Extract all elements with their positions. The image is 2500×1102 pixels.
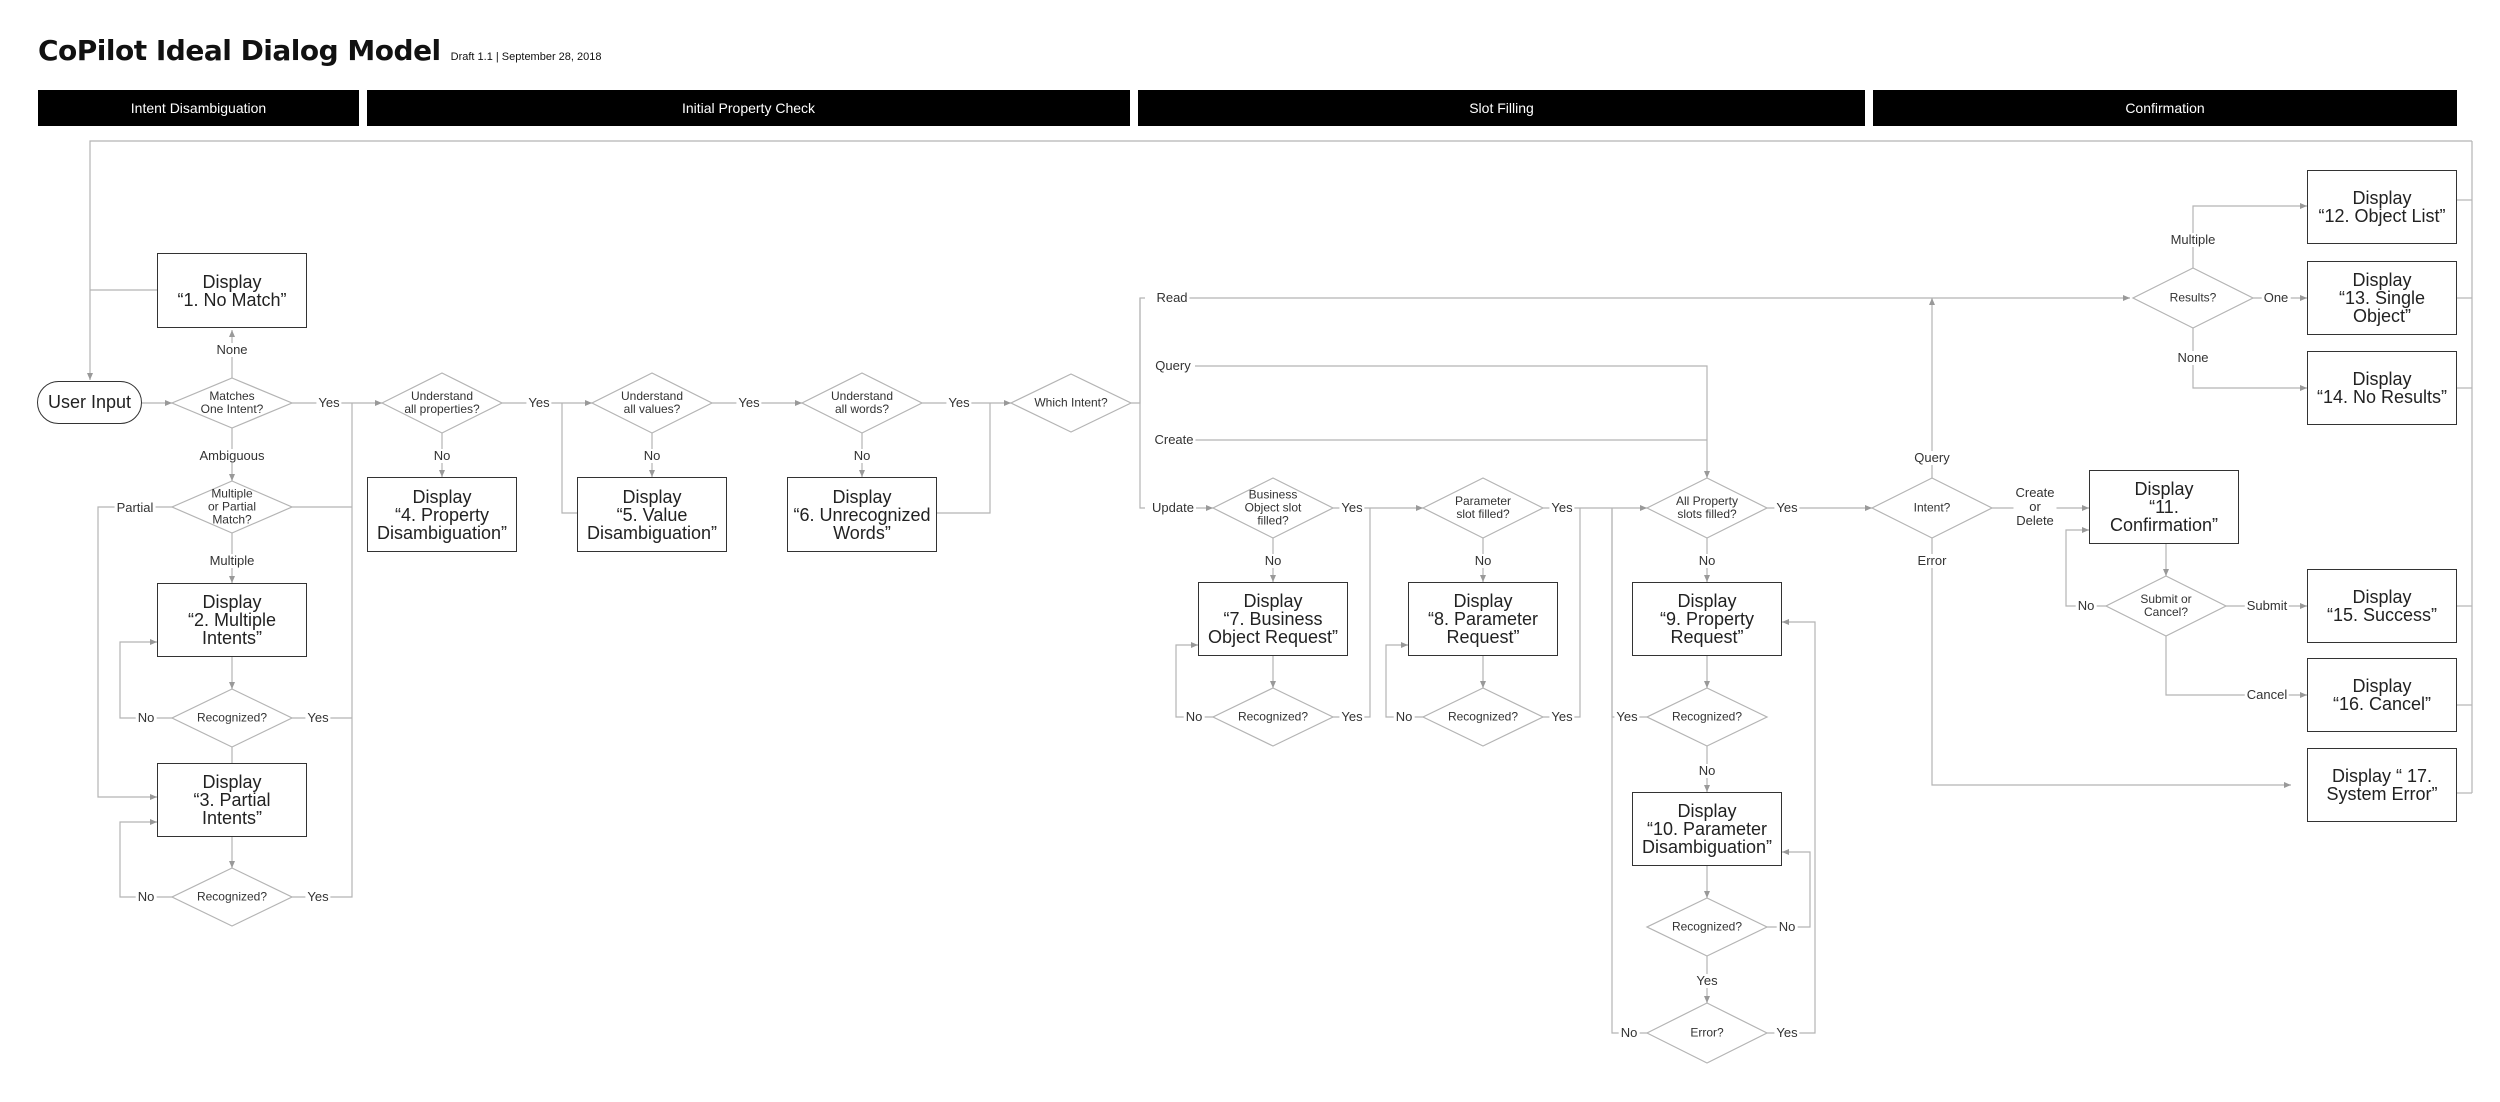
display-box-5-value-disambiguation: Display “5. Value Disambiguation”	[577, 477, 727, 552]
display-box-4-property-disambiguation: Display “4. Property Disambiguation”	[367, 477, 517, 552]
phase-intent-disambiguation: Intent Disambiguation	[38, 90, 359, 126]
edge-label-query: Query	[1914, 450, 1950, 465]
decision-business-object-slot: Business Object slot filled?	[1244, 487, 1302, 528]
edge-label-partial: Partial	[116, 500, 154, 515]
edge-label-no: No	[2077, 598, 2095, 613]
display-box-15-success: Display “15. Success”	[2307, 569, 2457, 643]
display-box-1-no-match: Display “1. No Match”	[157, 253, 307, 328]
display-box-12-object-list: Display “12. Object List”	[2307, 170, 2457, 244]
edge-label-update: Update	[1152, 500, 1194, 515]
edge-label-create: Create	[1154, 432, 1194, 447]
edge-label-no: No	[853, 448, 871, 463]
edge-label-multiple: Multiple	[209, 553, 255, 568]
edge-label-no: No	[1698, 763, 1716, 778]
phase-confirmation: Confirmation	[1873, 90, 2457, 126]
edge-label-yes: Yes	[1616, 709, 1638, 724]
edge-label-no: No	[1474, 553, 1492, 568]
edge-label-no: No	[433, 448, 451, 463]
decision-multiple-or-partial: Multiple or Partial Match?	[207, 486, 257, 527]
decision-intent: Intent?	[1913, 500, 1951, 515]
display-box-13-single-object: Display “13. Single Object”	[2307, 261, 2457, 335]
edge-label-no: No	[1264, 553, 1282, 568]
edge-label-yes: Yes	[1696, 973, 1718, 988]
decision-all-property-slots: All Property slots filled?	[1675, 494, 1739, 521]
decision-recognized-10: Recognized?	[1671, 919, 1743, 934]
phase-initial-property-check: Initial Property Check	[367, 90, 1130, 126]
display-box-14-no-results: Display “14. No Results”	[2307, 351, 2457, 425]
decision-results: Results?	[2169, 290, 2217, 305]
display-box-16-cancel: Display “16. Cancel”	[2307, 658, 2457, 732]
display-box-10-parameter-disambiguation: Display “10. Parameter Disambiguation”	[1632, 792, 1782, 866]
display-box-2-multiple-intents: Display “2. Multiple Intents”	[157, 583, 307, 657]
phase-slot-filling: Slot Filling	[1138, 90, 1865, 126]
edge-label-yes: Yes	[1776, 500, 1798, 515]
display-box-9-property-request: Display “9. Property Request”	[1632, 582, 1782, 656]
user-input-node: User Input	[37, 381, 142, 424]
display-box-7-business-object-request: Display “7. Business Object Request”	[1198, 582, 1348, 656]
edge-label-yes: Yes	[1341, 500, 1363, 515]
edge-label-yes: Yes	[1776, 1025, 1798, 1040]
edge-label-query: Query	[1155, 358, 1191, 373]
display-box-11-confirmation: Display “11. Confirmation”	[2089, 470, 2239, 544]
edge-label-yes: Yes	[528, 395, 550, 410]
decision-understand-values: Understand all values?	[620, 389, 684, 416]
decision-matches-one-intent: Matches One Intent?	[200, 389, 264, 416]
decision-understand-properties: Understand all properties?	[404, 389, 480, 416]
page-subtitle: Draft 1.1 | September 28, 2018	[450, 51, 602, 63]
display-box-8-parameter-request: Display “8. Parameter Request”	[1408, 582, 1558, 656]
edge-label-create-or-delete: Create or Delete	[2015, 485, 2055, 528]
decision-understand-words: Understand all words?	[830, 389, 894, 416]
edge-label-yes: Yes	[738, 395, 760, 410]
edge-label-error: Error	[1917, 553, 1947, 568]
edge-label-none: None	[216, 342, 248, 357]
edge-label-no: No	[1698, 553, 1716, 568]
decision-submit-or-cancel: Submit or Cancel?	[2140, 592, 2192, 619]
edge-label-yes: Yes	[1551, 500, 1573, 515]
decision-recognized-8: Recognized?	[1447, 709, 1519, 724]
edge-label-yes: Yes	[307, 889, 329, 904]
edge-label-no: No	[1185, 709, 1203, 724]
edge-label-yes: Yes	[948, 395, 970, 410]
edge-label-no: No	[137, 710, 155, 725]
decision-which-intent: Which Intent?	[1034, 395, 1108, 410]
display-box-17-system-error: Display “ 17. System Error”	[2307, 748, 2457, 822]
edge-label-yes: Yes	[1341, 709, 1363, 724]
decision-parameter-slot: Parameter slot filled?	[1454, 494, 1512, 521]
edge-label-no: No	[1395, 709, 1413, 724]
edge-label-no: No	[1778, 919, 1796, 934]
edge-label-yes: Yes	[318, 395, 340, 410]
edge-label-no: No	[643, 448, 661, 463]
edge-label-no: No	[137, 889, 155, 904]
edge-label-no: No	[1620, 1025, 1638, 1040]
decision-error: Error?	[1690, 1025, 1724, 1040]
edge-label-read: Read	[1156, 290, 1188, 305]
decision-recognized-7: Recognized?	[1237, 709, 1309, 724]
edge-label-cancel: Cancel	[2246, 687, 2288, 702]
decision-recognized-2: Recognized?	[196, 710, 268, 725]
display-box-3-partial-intents: Display “3. Partial Intents”	[157, 763, 307, 837]
decision-recognized-3: Recognized?	[196, 889, 268, 904]
edge-label-yes: Yes	[307, 710, 329, 725]
page-title: CoPilot Ideal Dialog Model	[38, 34, 441, 67]
edge-label-none: None	[2177, 350, 2209, 365]
edge-label-yes: Yes	[1551, 709, 1573, 724]
edge-label-multiple: Multiple	[2170, 232, 2216, 247]
decision-recognized-9: Recognized?	[1671, 709, 1743, 724]
edge-label-ambiguous: Ambiguous	[199, 448, 265, 463]
edge-label-one: One	[2263, 290, 2289, 305]
display-box-6-unrecognized-words: Display “6. Unrecognized Words”	[787, 477, 937, 552]
edge-label-submit: Submit	[2246, 598, 2288, 613]
